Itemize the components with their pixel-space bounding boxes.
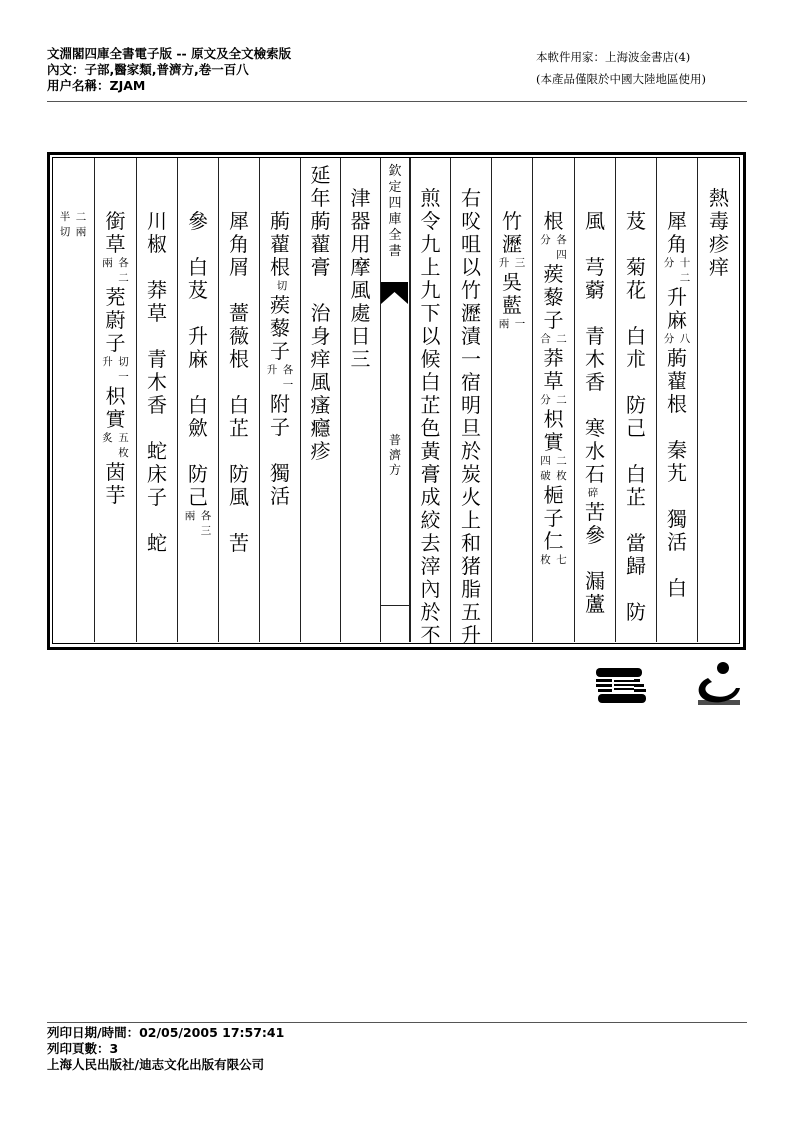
main-character: 活 bbox=[270, 484, 290, 508]
main-character: 菊 bbox=[626, 255, 646, 279]
main-character: 麻 bbox=[667, 308, 687, 332]
annotation-character: 切 bbox=[118, 356, 129, 368]
main-character: 草 bbox=[105, 232, 126, 256]
header-content-path: 內文：子部,醫家類,普濟方,卷一百八 bbox=[47, 62, 249, 77]
main-character: 竹 bbox=[461, 278, 481, 302]
column-text bbox=[451, 164, 491, 647]
main-character: 歛 bbox=[188, 416, 208, 440]
main-character: 漬 bbox=[461, 324, 481, 348]
annotation-character: 二 bbox=[556, 394, 567, 406]
main-character: 令 bbox=[420, 209, 441, 233]
annotation-character: 各 bbox=[282, 364, 294, 376]
annotation-character: 合 bbox=[540, 333, 551, 345]
main-character: 治 bbox=[310, 301, 331, 325]
text-column bbox=[218, 158, 259, 642]
main-character: 獨 bbox=[270, 461, 290, 485]
main-character: 絞 bbox=[420, 508, 441, 532]
column-text bbox=[657, 164, 697, 600]
main-character: 五 bbox=[461, 600, 481, 624]
main-character: 藋 bbox=[310, 232, 331, 256]
header-username: 用户名稱：ZJAM bbox=[47, 78, 146, 93]
interlinear-annotation bbox=[183, 509, 213, 539]
banxin-char: 定 bbox=[388, 180, 402, 195]
main-character: 色 bbox=[420, 416, 441, 440]
fishtail-mark-icon bbox=[381, 282, 408, 304]
main-character: 白 bbox=[626, 462, 646, 486]
annotation-character: 升 bbox=[266, 364, 278, 376]
main-character: 秦 bbox=[667, 438, 687, 462]
main-character: 竹 bbox=[502, 209, 522, 233]
main-character: 右 bbox=[461, 186, 481, 210]
main-character: 去 bbox=[420, 531, 441, 555]
main-character: 用 bbox=[350, 232, 371, 256]
main-character: 日 bbox=[350, 324, 371, 348]
main-character: 升 bbox=[461, 623, 481, 647]
interlinear-annotation bbox=[101, 355, 131, 385]
main-character: 蛇 bbox=[147, 531, 167, 555]
text-column bbox=[532, 158, 574, 642]
main-character: 疹 bbox=[310, 439, 331, 463]
main-character: 獨 bbox=[667, 507, 687, 531]
main-character: 朮 bbox=[626, 347, 646, 371]
annotation-character: 三 bbox=[200, 525, 212, 537]
footer-divider bbox=[47, 1022, 747, 1023]
main-character: 莽 bbox=[543, 346, 564, 370]
main-character: 脂 bbox=[461, 577, 481, 601]
main-character: 木 bbox=[147, 370, 167, 394]
main-character: 風 bbox=[310, 370, 331, 394]
main-character: 青 bbox=[147, 347, 167, 371]
interlinear-annotation bbox=[101, 256, 131, 286]
main-character: 香 bbox=[585, 370, 605, 394]
main-character: 莽 bbox=[147, 278, 167, 302]
annotation-character: 二 bbox=[556, 333, 567, 345]
main-character: 銜 bbox=[105, 209, 126, 233]
center-fold-column bbox=[380, 158, 410, 642]
main-character: 芋 bbox=[105, 483, 126, 507]
annotation-character: 枚 bbox=[540, 554, 551, 566]
main-character: 實 bbox=[105, 407, 126, 431]
main-character: 防 bbox=[626, 393, 646, 417]
main-character: 一 bbox=[461, 347, 481, 371]
header-title: 文淵閣四庫全書電子版 -- 原文及全文檢索版 bbox=[47, 46, 292, 61]
banxin-char: 全 bbox=[388, 228, 402, 243]
text-column bbox=[656, 158, 697, 642]
column-text bbox=[95, 164, 136, 507]
annotation-character: 二 bbox=[118, 272, 129, 284]
banxin-char: 四 bbox=[388, 196, 402, 211]
annotation-character: 一 bbox=[118, 371, 129, 383]
main-character: 三 bbox=[350, 347, 371, 371]
text-column bbox=[300, 158, 340, 642]
annotation-character: 兩 bbox=[498, 318, 510, 330]
column-text bbox=[219, 164, 259, 555]
main-character: 參 bbox=[188, 209, 208, 233]
main-character: 白 bbox=[667, 576, 687, 600]
annotation-character: 十 bbox=[679, 257, 691, 269]
banxin-char: 書 bbox=[388, 244, 402, 259]
main-character: 當 bbox=[626, 531, 646, 555]
annotation-character: 五 bbox=[118, 432, 129, 444]
main-character: 火 bbox=[461, 485, 481, 509]
main-character: 上 bbox=[461, 508, 481, 532]
main-character: 藋 bbox=[270, 232, 290, 256]
interlinear-annotation bbox=[539, 553, 569, 568]
main-character: 根 bbox=[270, 255, 290, 279]
main-character: 延 bbox=[310, 163, 331, 187]
main-character: 宿 bbox=[461, 370, 481, 394]
main-character: 白 bbox=[420, 370, 441, 394]
main-character: 風 bbox=[585, 209, 605, 233]
main-character: 升 bbox=[188, 324, 208, 348]
main-character: 滓 bbox=[420, 554, 441, 578]
column-text bbox=[492, 164, 532, 332]
main-character: 熱 bbox=[709, 186, 729, 210]
column-text bbox=[533, 164, 574, 568]
main-character: 葋 bbox=[667, 346, 687, 370]
annotation-character: 破 bbox=[540, 470, 551, 482]
interlinear-annotation bbox=[662, 256, 692, 286]
main-character: 茵 bbox=[105, 460, 126, 484]
banxin-bottom-rule bbox=[381, 605, 409, 606]
main-character: 蒺 bbox=[543, 262, 564, 286]
main-character: 候 bbox=[420, 347, 441, 371]
main-character: 子 bbox=[543, 506, 564, 530]
main-character: 瀝 bbox=[502, 232, 522, 256]
column-text bbox=[260, 164, 300, 508]
text-column bbox=[259, 158, 300, 642]
main-character: 白 bbox=[188, 393, 208, 417]
main-character: 歸 bbox=[626, 554, 646, 578]
annotation-character: 二 bbox=[679, 272, 691, 284]
main-character: 升 bbox=[667, 285, 687, 309]
text-column bbox=[450, 158, 491, 647]
main-character: 身 bbox=[310, 324, 331, 348]
column-text bbox=[301, 164, 340, 463]
text-column bbox=[491, 158, 532, 642]
text-column bbox=[697, 158, 740, 642]
print-footer bbox=[47, 1025, 284, 1073]
column-text bbox=[411, 164, 450, 647]
main-character: 藋 bbox=[667, 369, 687, 393]
annotation-character: 升 bbox=[498, 257, 510, 269]
print-page-count: 列印頁數：3 bbox=[47, 1041, 119, 1056]
main-character: 下 bbox=[420, 301, 441, 325]
interlinear-annotation bbox=[539, 454, 569, 484]
annotation-character: 兩 bbox=[184, 510, 196, 522]
main-character: 根 bbox=[229, 347, 249, 371]
banxin-char: 欽 bbox=[388, 164, 402, 179]
main-character: 成 bbox=[420, 485, 441, 509]
main-character: 葋 bbox=[270, 209, 290, 233]
main-character: 藍 bbox=[502, 293, 522, 317]
annotation-character: 七 bbox=[556, 554, 567, 566]
publisher-logo-icon bbox=[590, 660, 750, 710]
main-character: 猪 bbox=[461, 554, 481, 578]
main-character: 癮 bbox=[310, 416, 331, 440]
main-character: 九 bbox=[420, 232, 441, 256]
annotation-character: 分 bbox=[663, 333, 675, 345]
interlinear-annotation bbox=[101, 431, 131, 461]
annotation-character: 三 bbox=[514, 257, 526, 269]
main-character: 津 bbox=[350, 186, 371, 210]
main-character: 防 bbox=[626, 600, 646, 624]
main-character: 芨 bbox=[626, 209, 646, 233]
main-character: 防 bbox=[188, 462, 208, 486]
main-character: 年 bbox=[310, 186, 331, 210]
main-character: 白 bbox=[229, 393, 249, 417]
main-character: 參 bbox=[585, 523, 605, 547]
annotation-character: 切 bbox=[59, 226, 71, 238]
annotation-character: 二 bbox=[75, 211, 87, 223]
annotation-character: 各 bbox=[200, 510, 212, 522]
main-character: 器 bbox=[350, 209, 371, 233]
main-character: 內 bbox=[420, 577, 441, 601]
main-character: 瘙 bbox=[310, 393, 331, 417]
main-character: 角 bbox=[229, 232, 249, 256]
main-character: 摩 bbox=[350, 255, 371, 279]
main-character: 子 bbox=[270, 339, 290, 363]
main-character: 床 bbox=[147, 462, 167, 486]
interlinear-annotation bbox=[580, 486, 610, 501]
annotation-character: 半 bbox=[59, 211, 71, 223]
banxin-char: 濟 bbox=[388, 448, 401, 462]
main-character: 芷 bbox=[626, 485, 646, 509]
main-character: 花 bbox=[626, 278, 646, 302]
interlinear-annotation bbox=[58, 210, 88, 240]
annotation-character: 炙 bbox=[102, 432, 113, 444]
annotation-character: 兩 bbox=[102, 257, 113, 269]
main-character: 煎 bbox=[420, 186, 441, 210]
main-character: 葋 bbox=[310, 209, 331, 233]
main-character: 毒 bbox=[709, 209, 729, 233]
main-character: 風 bbox=[229, 485, 249, 509]
text-column bbox=[177, 158, 218, 642]
main-character: 膏 bbox=[310, 255, 331, 279]
annotation-character: 分 bbox=[540, 234, 551, 246]
main-character: 炭 bbox=[461, 462, 481, 486]
main-character: 白 bbox=[188, 255, 208, 279]
text-column bbox=[410, 158, 450, 647]
main-character: 犀 bbox=[229, 209, 249, 233]
annotation-character: 各 bbox=[556, 234, 567, 246]
main-character: 屑 bbox=[229, 255, 249, 279]
interlinear-annotation bbox=[265, 363, 295, 393]
main-character: 寒 bbox=[585, 416, 605, 440]
banxin-char: 普 bbox=[388, 433, 401, 447]
interlinear-annotation bbox=[539, 393, 569, 408]
banxin-char: 方 bbox=[388, 463, 401, 477]
banxin-book-title bbox=[381, 433, 409, 478]
main-character: 活 bbox=[667, 530, 687, 554]
main-character: 九 bbox=[420, 278, 441, 302]
interlinear-annotation bbox=[497, 256, 527, 271]
main-character: 川 bbox=[147, 209, 167, 233]
main-character: 子 bbox=[105, 331, 126, 355]
document-header bbox=[47, 46, 291, 94]
interlinear-annotation bbox=[539, 332, 569, 347]
main-character: 椒 bbox=[147, 232, 167, 256]
main-character: 藭 bbox=[585, 278, 605, 302]
main-character: 蘆 bbox=[585, 592, 605, 616]
main-character: 痒 bbox=[310, 347, 331, 371]
main-character: 水 bbox=[585, 439, 605, 463]
text-column bbox=[615, 158, 656, 642]
main-character: 犀 bbox=[667, 209, 687, 233]
interlinear-annotation bbox=[265, 279, 295, 294]
main-character: 以 bbox=[420, 324, 441, 348]
licensee-line: 本軟件用家：上海波金書店(4) bbox=[536, 50, 691, 64]
main-character: 草 bbox=[543, 369, 564, 393]
main-character: 枳 bbox=[105, 384, 126, 408]
text-column bbox=[136, 158, 177, 642]
main-character: 上 bbox=[420, 255, 441, 279]
main-character: 旦 bbox=[461, 416, 481, 440]
main-character: 蛇 bbox=[147, 439, 167, 463]
annotation-character: 碎 bbox=[587, 487, 599, 499]
main-character: 蔚 bbox=[105, 308, 126, 332]
main-character: 吳 bbox=[502, 270, 522, 294]
main-character: 角 bbox=[667, 232, 687, 256]
interlinear-annotation bbox=[539, 233, 569, 263]
column-text bbox=[341, 164, 380, 371]
main-character: 仁 bbox=[543, 529, 564, 553]
main-character: 黃 bbox=[420, 439, 441, 463]
annotation-character: 一 bbox=[282, 379, 294, 391]
main-character: 藜 bbox=[270, 316, 290, 340]
main-character: 於 bbox=[461, 439, 481, 463]
column-text bbox=[52, 164, 94, 240]
annotation-character: 一 bbox=[514, 318, 526, 330]
license-info bbox=[536, 46, 706, 90]
text-column bbox=[574, 158, 615, 642]
publisher-credit: 上海人民出版社/迪志文化出版有限公司 bbox=[47, 1057, 265, 1072]
main-character: 木 bbox=[585, 347, 605, 371]
main-character: 艽 bbox=[667, 461, 687, 485]
text-column bbox=[52, 158, 94, 642]
main-character: 處 bbox=[350, 301, 371, 325]
text-column bbox=[94, 158, 136, 642]
banxin-book-series bbox=[381, 164, 409, 260]
main-character: 香 bbox=[147, 393, 167, 417]
main-character: 石 bbox=[585, 462, 605, 486]
annotation-character: 各 bbox=[118, 257, 129, 269]
main-character: 膏 bbox=[420, 462, 441, 486]
region-restriction-line: (本產品僅限於中國大陸地區使用) bbox=[536, 72, 706, 86]
main-character: 草 bbox=[147, 301, 167, 325]
main-character: 己 bbox=[626, 416, 646, 440]
main-character: 子 bbox=[147, 485, 167, 509]
main-character: 芷 bbox=[229, 416, 249, 440]
annotation-character: 枚 bbox=[118, 447, 129, 459]
annotation-character: 分 bbox=[663, 257, 675, 269]
column-text bbox=[698, 164, 740, 279]
main-character: 薇 bbox=[229, 324, 249, 348]
text-column bbox=[340, 158, 380, 642]
column-text bbox=[616, 164, 656, 624]
main-character: 苦 bbox=[229, 531, 249, 555]
main-character: 己 bbox=[188, 485, 208, 509]
annotation-character: 二 bbox=[556, 455, 567, 467]
main-character: 子 bbox=[270, 415, 290, 439]
interlinear-annotation bbox=[497, 317, 527, 332]
main-character: 瀝 bbox=[461, 301, 481, 325]
main-character: 於 bbox=[420, 600, 441, 624]
main-character: 根 bbox=[667, 392, 687, 416]
main-character: 㕮 bbox=[461, 209, 481, 233]
main-character: 痒 bbox=[709, 255, 729, 279]
main-character: 和 bbox=[461, 531, 481, 555]
main-character: 芨 bbox=[188, 278, 208, 302]
main-character: 蒺 bbox=[270, 293, 290, 317]
main-character: 不 bbox=[420, 623, 441, 647]
main-character: 根 bbox=[543, 209, 564, 233]
main-character: 藜 bbox=[543, 285, 564, 309]
annotation-character: 八 bbox=[679, 333, 691, 345]
main-character: 白 bbox=[626, 324, 646, 348]
annotation-character: 兩 bbox=[75, 226, 87, 238]
annotation-character: 四 bbox=[540, 455, 551, 467]
column-text bbox=[137, 164, 177, 555]
main-character: 麻 bbox=[188, 347, 208, 371]
header-divider bbox=[47, 101, 747, 102]
main-character: 芷 bbox=[420, 393, 441, 417]
banxin-char: 庫 bbox=[388, 212, 402, 227]
main-character: 疹 bbox=[709, 232, 729, 256]
annotation-character: 枚 bbox=[556, 470, 567, 482]
main-character: 梔 bbox=[543, 483, 564, 507]
main-character: 漏 bbox=[585, 569, 605, 593]
interlinear-annotation bbox=[662, 332, 692, 347]
main-character: 薔 bbox=[229, 301, 249, 325]
main-character: 芎 bbox=[585, 255, 605, 279]
main-character: 風 bbox=[350, 278, 371, 302]
main-character: 附 bbox=[270, 392, 290, 416]
annotation-character: 升 bbox=[102, 356, 113, 368]
annotation-character: 分 bbox=[540, 394, 551, 406]
main-character: 以 bbox=[461, 255, 481, 279]
main-character: 咀 bbox=[461, 232, 481, 256]
column-text bbox=[575, 164, 615, 616]
print-datetime: 列印日期/時間：02/05/2005 17:57:41 bbox=[47, 1025, 285, 1040]
main-character: 防 bbox=[229, 462, 249, 486]
main-character: 實 bbox=[543, 430, 564, 454]
column-text bbox=[178, 164, 218, 539]
main-character: 青 bbox=[585, 324, 605, 348]
main-character: 茺 bbox=[105, 285, 126, 309]
main-character: 子 bbox=[543, 308, 564, 332]
annotation-character: 切 bbox=[276, 280, 288, 292]
main-character: 枳 bbox=[543, 407, 564, 431]
main-character: 明 bbox=[461, 393, 481, 417]
main-character: 苦 bbox=[585, 500, 605, 524]
annotation-character: 四 bbox=[556, 249, 567, 261]
